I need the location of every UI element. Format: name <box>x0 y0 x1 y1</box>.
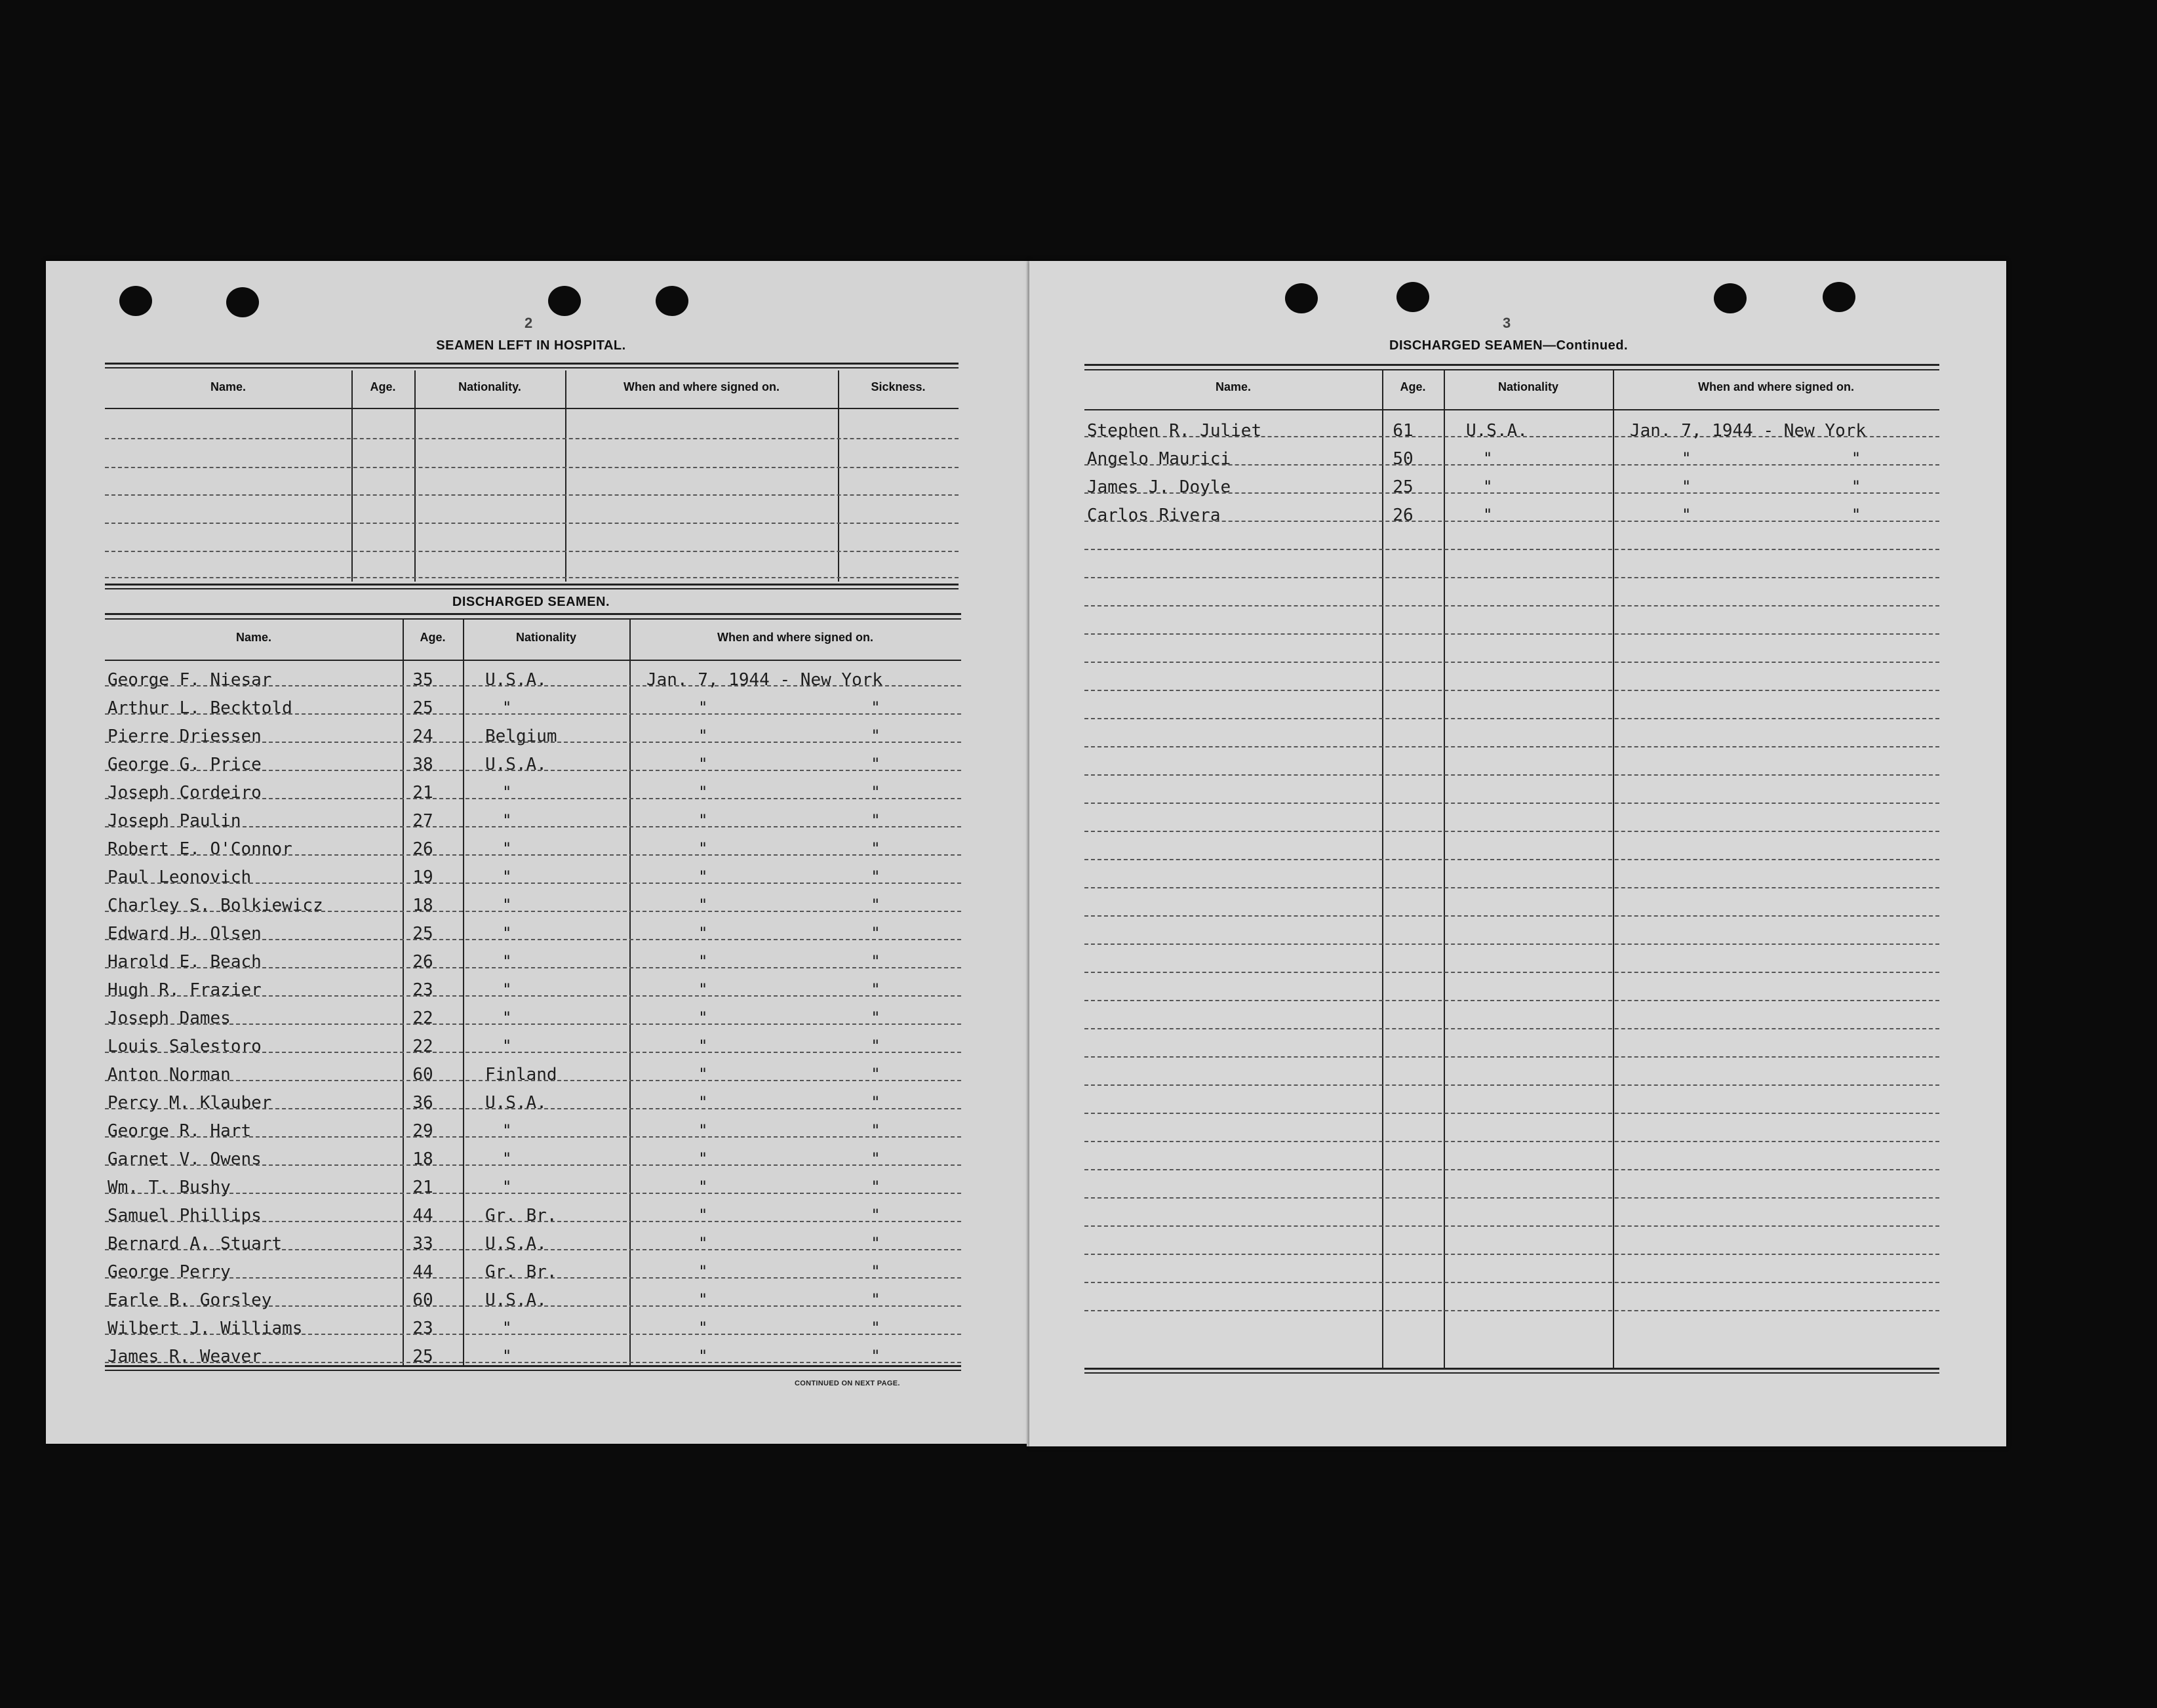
signed-on-place: " <box>871 1319 881 1337</box>
seaman-nationality: Gr. Br. <box>485 1262 557 1282</box>
seaman-nationality: " <box>502 924 512 942</box>
discharged-continued-title: DISCHARGED SEAMEN—Continued. <box>1389 338 1628 353</box>
punch-hole <box>226 287 259 317</box>
table-rule <box>105 618 961 620</box>
signed-on-place: " <box>871 1037 881 1055</box>
dotted-line <box>1084 1141 1939 1142</box>
seaman-name: James R. Weaver <box>108 1347 262 1366</box>
dotted-line <box>105 523 959 524</box>
signed-on-date: " <box>698 952 708 970</box>
dotted-line <box>1084 746 1939 747</box>
seaman-age: 23 <box>412 1319 433 1338</box>
dotted-line <box>105 577 959 578</box>
dotted-line <box>1084 1282 1939 1283</box>
punch-hole <box>1823 282 1855 312</box>
table-rule <box>1084 409 1939 410</box>
dotted-line <box>1084 605 1939 606</box>
column-divider <box>414 370 416 582</box>
signed-on-date: " <box>698 1037 708 1055</box>
seaman-nationality: Gr. Br. <box>485 1206 557 1225</box>
seaman-name: Harold E. Beach <box>108 952 262 972</box>
punch-hole <box>1714 283 1747 313</box>
dotted-line <box>1084 549 1939 550</box>
signed-on-place: " <box>1851 477 1861 496</box>
table-rule <box>105 1370 961 1371</box>
column-header: Age. <box>420 631 446 644</box>
seaman-nationality: U.S.A. <box>485 670 547 690</box>
column-header: Name. <box>1215 380 1252 393</box>
column-header: When and where signed on. <box>717 631 874 644</box>
signed-on-place: " <box>871 1093 881 1111</box>
seaman-nationality: Belgium <box>485 726 557 746</box>
signed-on-place: " <box>871 1347 881 1365</box>
seaman-nationality: Finland <box>485 1065 557 1084</box>
dotted-line <box>1084 1084 1939 1086</box>
seaman-nationality: " <box>502 783 512 801</box>
seaman-age: 18 <box>412 1149 433 1169</box>
seaman-nationality: " <box>502 896 512 914</box>
seaman-age: 44 <box>412 1206 433 1225</box>
seaman-nationality: " <box>502 698 512 717</box>
dotted-line <box>105 1023 961 1025</box>
seaman-name: Charley S. Bolkiewicz <box>108 896 323 915</box>
discharged-section-title: DISCHARGED SEAMEN. <box>452 595 610 609</box>
signed-on-date: Jan. 7, 1944 - New York <box>1630 421 1867 441</box>
seaman-name: Wm. T. Bushy <box>108 1178 231 1197</box>
seaman-age: 38 <box>412 755 433 774</box>
signed-on-place: " <box>871 783 881 801</box>
seaman-nationality: U.S.A. <box>485 1290 547 1310</box>
signed-on-date: " <box>698 1262 708 1281</box>
signed-on-date: " <box>698 980 708 999</box>
seaman-nationality: U.S.A. <box>1466 421 1528 441</box>
signed-on-place: " <box>1851 506 1861 524</box>
signed-on-date: " <box>698 1347 708 1365</box>
table-rule <box>105 584 959 586</box>
seaman-name: Louis Salestoro <box>108 1037 262 1056</box>
signed-on-place: " <box>871 1206 881 1224</box>
signed-on-place: " <box>871 924 881 942</box>
table-rule <box>1084 1368 1939 1370</box>
seaman-nationality: U.S.A. <box>485 755 547 774</box>
seaman-age: 21 <box>412 783 433 803</box>
seaman-nationality: " <box>502 1037 512 1055</box>
seaman-name: George Perry <box>108 1262 231 1282</box>
signed-on-date: " <box>698 1065 708 1083</box>
seaman-name: Pierre Driessen <box>108 726 262 746</box>
seaman-name: Carlos Rivera <box>1087 506 1221 525</box>
signed-on-date: " <box>1682 449 1692 467</box>
seaman-name: Garnet V. Owens <box>108 1149 262 1169</box>
dotted-line <box>1084 1254 1939 1255</box>
column-header: Nationality <box>1497 380 1558 393</box>
signed-on-date: " <box>698 867 708 886</box>
seaman-age: 27 <box>412 811 433 831</box>
dotted-line <box>1084 943 1939 945</box>
seaman-name: Arthur L. Becktold <box>108 698 292 718</box>
seaman-age: 60 <box>412 1290 433 1310</box>
signed-on-date: " <box>698 811 708 829</box>
seaman-age: 25 <box>412 698 433 718</box>
page-number: 2 <box>524 315 533 331</box>
seaman-name: Earle B. Gorsley <box>108 1290 272 1310</box>
seaman-name: Joseph Cordeiro <box>108 783 262 803</box>
continued-note: CONTINUED ON NEXT PAGE. <box>795 1380 900 1387</box>
signed-on-date: " <box>698 1178 708 1196</box>
dotted-line <box>105 551 959 552</box>
dotted-line <box>1084 1056 1939 1058</box>
signed-on-place: " <box>871 1290 881 1309</box>
seaman-nationality: " <box>502 980 512 999</box>
seaman-name: Joseph Paulin <box>108 811 241 831</box>
dotted-line <box>1084 859 1939 860</box>
signed-on-date: " <box>698 1008 708 1027</box>
signed-on-place: " <box>871 1262 881 1281</box>
seaman-name: Samuel Phillips <box>108 1206 262 1225</box>
dotted-line <box>1084 1225 1939 1227</box>
seaman-nationality: " <box>502 811 512 829</box>
seaman-age: 21 <box>412 1178 433 1197</box>
dotted-line <box>1084 915 1939 917</box>
dotted-line <box>1084 1197 1939 1199</box>
dotted-line <box>1084 972 1939 973</box>
dotted-line <box>1084 1310 1939 1311</box>
seaman-name: Anton Norman <box>108 1065 231 1084</box>
signed-on-place: " <box>871 1149 881 1168</box>
table-rule <box>1084 1372 1939 1374</box>
column-header: Age. <box>370 380 396 393</box>
seaman-name: Paul Leonovich <box>108 867 252 887</box>
hospital-section-title: SEAMEN LEFT IN HOSPITAL. <box>436 338 626 353</box>
seaman-nationality: " <box>502 1319 512 1337</box>
table-rule <box>105 408 959 409</box>
column-divider <box>629 620 631 1365</box>
signed-on-date: " <box>698 1290 708 1309</box>
seaman-name: George G. Price <box>108 755 262 774</box>
signed-on-place: " <box>871 867 881 886</box>
signed-on-date: " <box>698 783 708 801</box>
seaman-nationality: U.S.A. <box>485 1093 547 1113</box>
table-rule <box>1084 364 1939 366</box>
signed-on-place: " <box>871 839 881 858</box>
dotted-line <box>1084 690 1939 691</box>
seaman-age: 25 <box>412 1347 433 1366</box>
seaman-age: 22 <box>412 1008 433 1028</box>
dotted-line <box>1084 1169 1939 1170</box>
signed-on-date: " <box>698 1149 708 1168</box>
dotted-line <box>1084 1028 1939 1029</box>
seaman-age: 60 <box>412 1065 433 1084</box>
seaman-name: Angelo Maurici <box>1087 449 1231 469</box>
seaman-age: 24 <box>412 726 433 746</box>
seaman-nationality: " <box>502 867 512 886</box>
seaman-age: 18 <box>412 896 433 915</box>
signed-on-place: " <box>871 1121 881 1140</box>
column-header: Nationality. <box>458 380 521 393</box>
page-number: 3 <box>1503 315 1511 331</box>
signed-on-date: Jan. 7, 1944 - New York <box>646 670 883 690</box>
dotted-line <box>105 1193 961 1194</box>
signed-on-date: " <box>698 1319 708 1337</box>
seaman-name: Joseph Dames <box>108 1008 231 1028</box>
seaman-age: 50 <box>1393 449 1414 469</box>
dotted-line <box>105 438 959 439</box>
punch-hole <box>656 286 688 316</box>
signed-on-date: " <box>698 1234 708 1252</box>
seaman-name: George F. Niesar <box>108 670 272 690</box>
table-rule <box>105 363 959 365</box>
signed-on-date: " <box>698 839 708 858</box>
dotted-line <box>1084 1000 1939 1001</box>
signed-on-place: " <box>871 952 881 970</box>
column-divider <box>838 370 839 582</box>
seaman-age: 61 <box>1393 421 1414 441</box>
dotted-line <box>1084 577 1939 578</box>
seaman-name: Wilbert J. Williams <box>108 1319 303 1338</box>
dotted-line <box>1084 662 1939 663</box>
signed-on-date: " <box>1682 506 1692 524</box>
signed-on-place: " <box>871 896 881 914</box>
column-header: When and where signed on. <box>1697 380 1855 393</box>
dotted-line <box>1084 633 1939 635</box>
table-rule <box>105 613 961 615</box>
punch-hole <box>1285 283 1318 313</box>
seaman-age: 26 <box>412 952 433 972</box>
column-divider <box>351 370 353 582</box>
signed-on-date: " <box>698 1206 708 1224</box>
dotted-line <box>1084 774 1939 776</box>
table-rule <box>105 660 961 661</box>
signed-on-place: " <box>871 698 881 717</box>
dotted-line <box>1084 887 1939 888</box>
table-rule <box>105 367 959 368</box>
seaman-age: 25 <box>1393 477 1414 497</box>
table-rule <box>105 588 959 589</box>
seaman-nationality: " <box>502 1149 512 1168</box>
signed-on-place: " <box>1851 449 1861 467</box>
punch-hole <box>119 286 152 316</box>
seaman-nationality: " <box>1483 506 1493 524</box>
column-header: When and where signed on. <box>623 380 780 393</box>
seaman-age: 33 <box>412 1234 433 1254</box>
seaman-age: 22 <box>412 1037 433 1056</box>
seaman-nationality: " <box>502 1008 512 1027</box>
signed-on-place: " <box>871 1065 881 1083</box>
signed-on-place: " <box>871 755 881 773</box>
signed-on-date: " <box>698 1121 708 1140</box>
column-header: Name. <box>210 380 247 393</box>
signed-on-date: " <box>698 1093 708 1111</box>
seaman-name: James J. Doyle <box>1087 477 1231 497</box>
seaman-age: 19 <box>412 867 433 887</box>
seaman-age: 25 <box>412 924 433 943</box>
seaman-age: 29 <box>412 1121 433 1141</box>
seaman-nationality: " <box>502 1121 512 1140</box>
signed-on-date: " <box>698 726 708 745</box>
column-divider <box>565 370 566 582</box>
column-header: Name. <box>235 631 272 644</box>
seaman-nationality: " <box>1483 449 1493 467</box>
seaman-name: Percy M. Klauber <box>108 1093 272 1113</box>
seaman-name: George R. Hart <box>108 1121 252 1141</box>
seaman-age: 35 <box>412 670 433 690</box>
signed-on-place: " <box>871 980 881 999</box>
punch-hole <box>1396 282 1429 312</box>
dotted-line <box>105 494 959 496</box>
signed-on-date: " <box>698 698 708 717</box>
seaman-age: 26 <box>412 839 433 859</box>
seaman-name: Stephen R. Juliet <box>1087 421 1262 441</box>
seaman-name: Robert E. O'Connor <box>108 839 292 859</box>
seaman-name: Hugh R. Frazier <box>108 980 262 1000</box>
table-rule <box>1084 369 1939 370</box>
seaman-nationality: " <box>502 1347 512 1365</box>
dotted-line <box>1084 803 1939 804</box>
signed-on-place: " <box>871 1234 881 1252</box>
column-header: Sickness. <box>871 380 926 393</box>
signed-on-place: " <box>871 1178 881 1196</box>
signed-on-place: " <box>871 1008 881 1027</box>
seaman-age: 26 <box>1393 506 1414 525</box>
signed-on-date: " <box>698 924 708 942</box>
dotted-line <box>1084 718 1939 719</box>
seaman-nationality: " <box>502 952 512 970</box>
dotted-line <box>105 467 959 468</box>
punch-hole <box>548 286 581 316</box>
seaman-nationality: " <box>502 839 512 858</box>
signed-on-place: " <box>871 811 881 829</box>
column-header: Age. <box>1400 380 1426 393</box>
dotted-line <box>1084 831 1939 832</box>
seaman-nationality: U.S.A. <box>485 1234 547 1254</box>
seaman-age: 44 <box>412 1262 433 1282</box>
signed-on-date: " <box>698 755 708 773</box>
seaman-nationality: " <box>502 1178 512 1196</box>
dotted-line <box>1084 1113 1939 1114</box>
signed-on-date: " <box>1682 477 1692 496</box>
seaman-name: Edward H. Olsen <box>108 924 262 943</box>
seaman-name: Bernard A. Stuart <box>108 1234 283 1254</box>
column-divider <box>463 620 464 1365</box>
seaman-age: 36 <box>412 1093 433 1113</box>
signed-on-place: " <box>871 726 881 745</box>
signed-on-date: " <box>698 896 708 914</box>
seaman-nationality: " <box>1483 477 1493 496</box>
table-rule <box>105 1365 961 1367</box>
column-header: Nationality <box>515 631 576 644</box>
seaman-age: 23 <box>412 980 433 1000</box>
